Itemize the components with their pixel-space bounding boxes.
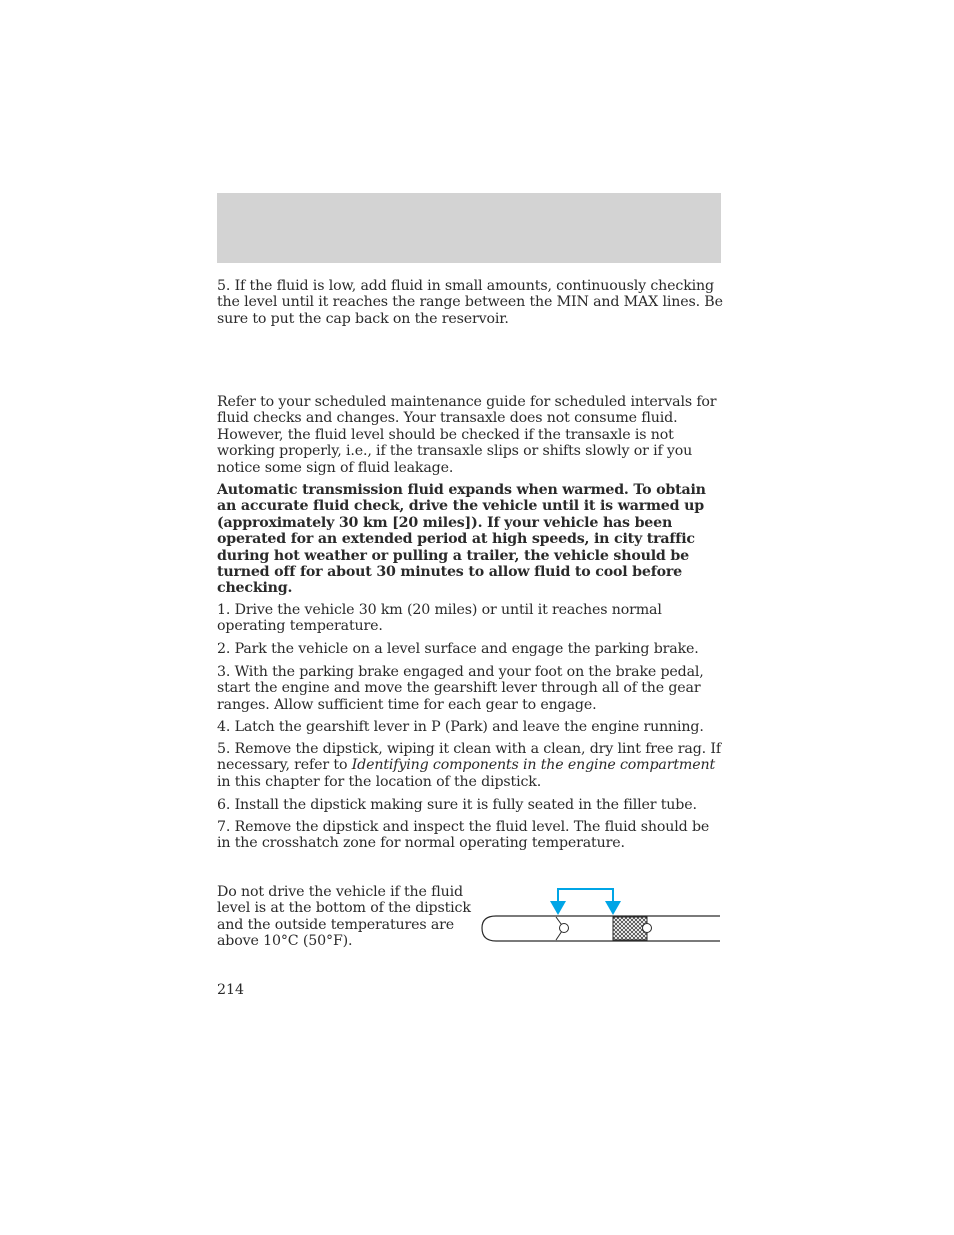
step-2: 2. Park the vehicle on a level surface and engage the parking brake. (217, 641, 699, 657)
range-bracket-arrow (550, 889, 621, 915)
dipstick-caution: Do not drive the vehicle if the fluid level is at the bottom of the dipstick and the outside temperatures are above 10°C (50°F). (217, 884, 471, 950)
step-3: 3. With the parking brake engaged and your foot on the brake pedal, start the engine and move the gearshift lever through all of the gear ranges. Allow sufficient time for each gear to engage. (217, 664, 704, 713)
step-5-text-before: 5. Remove the dipstick, wiping it clean with a clean, dry lint free rag. If necessary, refer to (217, 741, 721, 774)
step-1: 1. Drive the vehicle 30 km (20 miles) or until it reaches normal operating temperature. (217, 602, 662, 635)
step-5-fluid-low: 5. If the fluid is low, add fluid in small amounts, continuously checking the level until it reaches the range between the MIN and MAX lines. Be sure to put the cap back on the reservoir. (217, 278, 723, 327)
step-6: 6. Install the dipstick making sure it is fully seated in the filler tube. (217, 797, 697, 813)
min-hole (560, 924, 569, 933)
transaxle-intro: Refer to your scheduled maintenance guide for scheduled intervals for fluid checks and changes. Your transaxle does not consume fluid. However, the fluid level should be checked if the transaxle is not working properly, i.e., if the transaxle slips or shifts slowly or if you notice some sign of fluid leakage. (217, 394, 717, 476)
step-4: 4. Latch the gearshift lever in P (Park) and leave the engine running. (217, 719, 704, 735)
dipstick-outline (482, 916, 720, 941)
max-hole (643, 924, 652, 933)
section-header-band (217, 193, 721, 263)
step-5 (217, 741, 723, 790)
step-5-reference: Identifying components in the engine compartment (351, 757, 715, 774)
page-number: 214 (217, 982, 245, 998)
transaxle-warning: Automatic transmission fluid expands when warmed. To obtain an accurate fluid check, drive the vehicle until it is warmed up (approximately 30 km [20 miles]). If your vehicle has been operated for an extended period at high speeds, in city traffic during hot weather or pulling a trailer, the vehicle should be turned off for about 30 minutes to allow fluid to cool before checking. (217, 482, 706, 597)
dipstick-diagram (480, 884, 722, 944)
crosshatch-zone (613, 917, 647, 940)
step-7: 7. Remove the dipstick and inspect the fluid level. The fluid should be in the crosshatch zone for normal operating temperature. (217, 819, 710, 852)
step-5-text-after: in this chapter for the location of the dipstick. (217, 773, 542, 790)
